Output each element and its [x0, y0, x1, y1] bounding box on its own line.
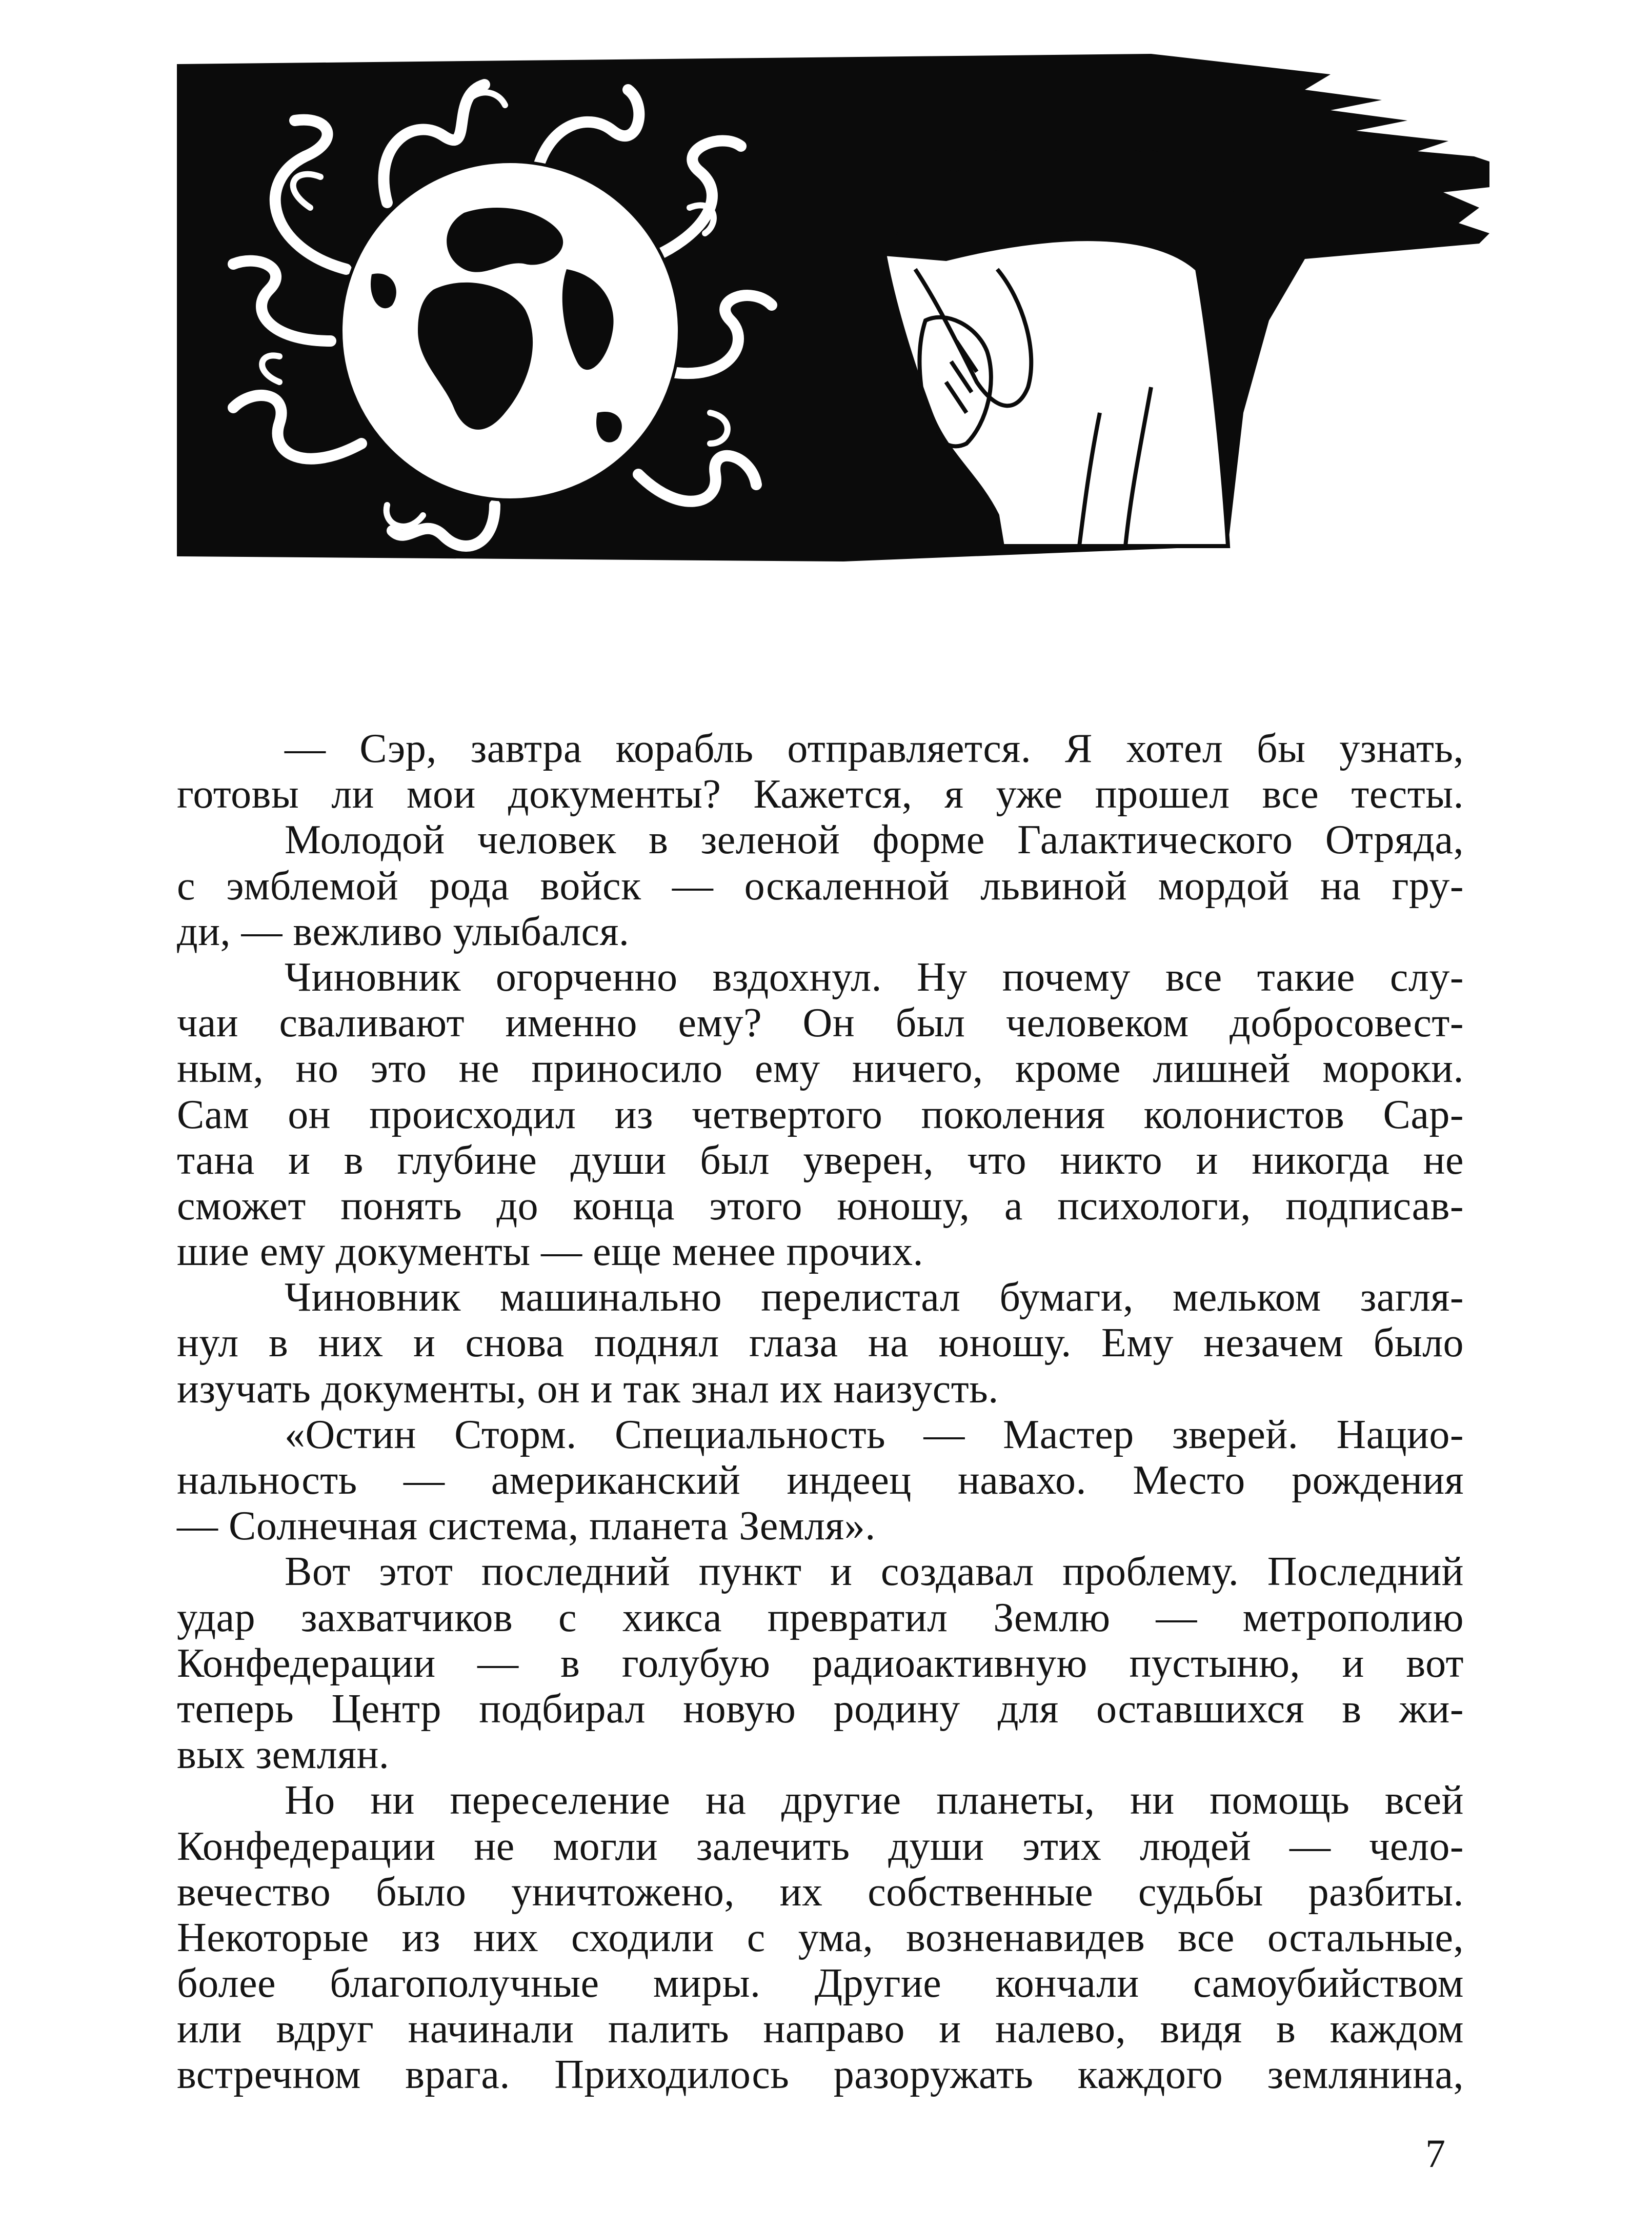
text-line: удар захватчиков с хикса превратил Землю — метрополию [177, 1595, 1464, 1640]
burning-earth-illustration [177, 54, 1489, 564]
chapter-illustration [177, 54, 1489, 564]
page-number: 7 [1425, 2131, 1445, 2176]
text-line: Чиновник машинально перелистал бумаги, мельком загля- [285, 1275, 1464, 1320]
text-line: шие ему документы — еще менее прочих. [177, 1229, 923, 1275]
text-line: встречном врага. Приходилось разоружать каждого землянина, [177, 2052, 1464, 2098]
text-line: нул в них и снова поднял глаза на юношу. Ему незачем было [177, 1320, 1464, 1366]
text-line: Молодой человек в зеленой форме Галактического Отряда, [285, 817, 1464, 863]
text-line: Сам он происходил из четвертого поколения колонистов Сар- [177, 1092, 1464, 1137]
text-line: — Сэр, завтра корабль отправляется. Я хотел бы узнать, [285, 726, 1464, 771]
text-line: Но ни переселение на другие планеты, ни помощь всей [285, 1778, 1464, 1823]
text-line: ди, — вежливо улыбался. [177, 909, 630, 954]
text-line: чаи сваливают именно ему? Он был человеком добросовест- [177, 1000, 1464, 1046]
text-line: вечество было уничтожено, их собственные судьбы разбиты. [177, 1869, 1464, 1915]
text-line: с эмблемой рода войск — оскаленной львиной мордой на гру- [177, 863, 1464, 909]
body-text [177, 728, 1464, 2100]
text-line: Чиновник огорченно вздохнул. Ну почему все такие слу- [285, 954, 1464, 1000]
text-line: сможет понять до конца этого юношу, а психологи, подписав- [177, 1183, 1464, 1229]
text-line: ным, но это не приносило ему ничего, кроме лишней мороки. [177, 1046, 1464, 1092]
text-line: Конфедерации — в голубую радиоактивную пустыню, и вот [177, 1640, 1464, 1686]
text-line: теперь Центр подбирал новую родину для оставшихся в жи- [177, 1686, 1464, 1732]
text-line: более благополучные миры. Другие кончали самоубийством [177, 1961, 1464, 2006]
text-line: Конфедерации не могли залечить души этих людей — чело- [177, 1823, 1464, 1869]
text-line: — Солнечная система, планета Земля». [177, 1503, 876, 1549]
text-line: нальность — американский индеец навахо. Место рождения [177, 1458, 1464, 1503]
text-line: готовы ли мои документы? Кажется, я уже прошел все тесты. [177, 772, 1464, 817]
text-line: вых землян. [177, 1732, 390, 1778]
text-line: Некоторые из них сходили с ума, возненавидев все остальные, [177, 1915, 1464, 1960]
text-line: тана и в глубине души был уверен, что никто и никогда не [177, 1137, 1464, 1183]
text-line: изучать документы, он и так знал их наизусть. [177, 1366, 999, 1412]
text-line: Вот этот последний пункт и создавал проблему. Последний [285, 1549, 1464, 1595]
text-line: «Остин Сторм. Специальность — Мастер зверей. Нацио- [285, 1412, 1464, 1457]
text-line: или вдруг начинали палить направо и налево, видя в каждом [177, 2006, 1464, 2052]
